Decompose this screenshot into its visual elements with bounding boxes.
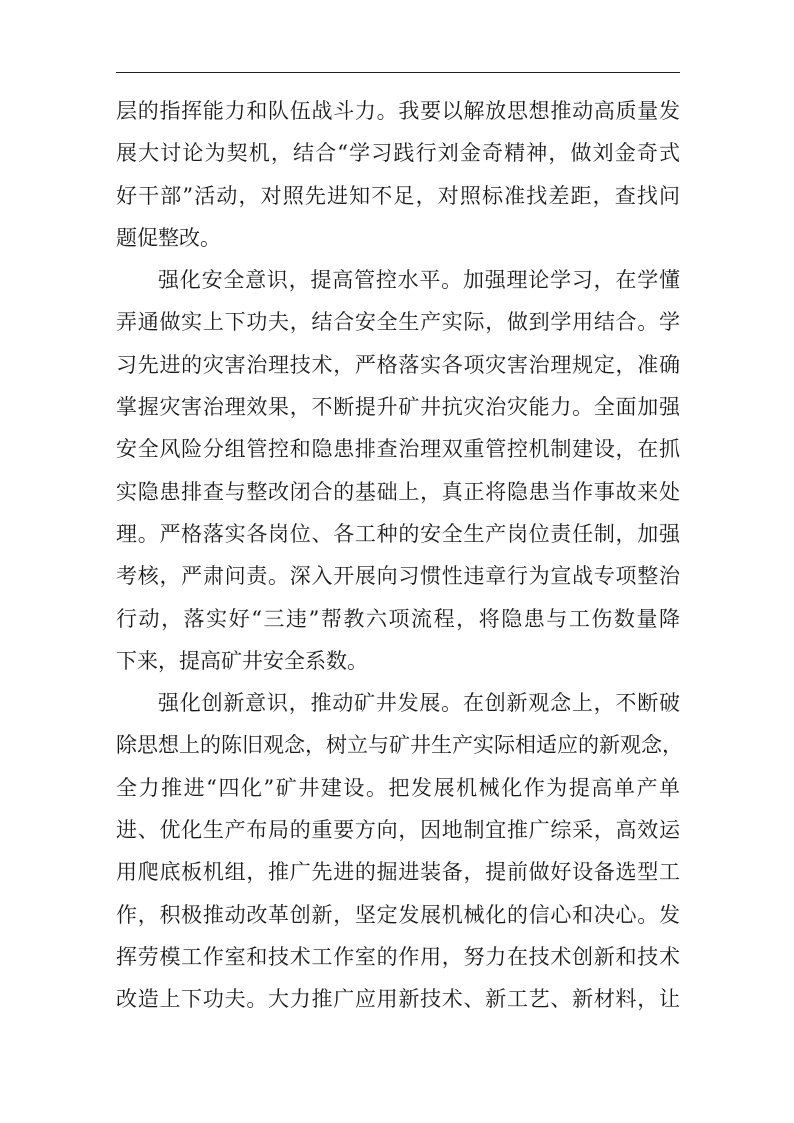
text-line: 进、优化生产布局的重要方向，因地制宜推广综采，高效运 <box>116 818 680 843</box>
text-line: 理。严格落实各岗位、各工种的安全生产岗位责任制，加强 <box>116 521 680 546</box>
text-line: 挥劳模工作室和技术工作室的作用，努力在技术创新和技术 <box>116 944 680 969</box>
text-line: 弄通做实上下功夫，结合安全生产实际，做到学用结合。学 <box>116 310 680 335</box>
text-line: 强化创新意识，推动矿井发展。在创新观念上，不断破 <box>158 691 680 716</box>
body-text <box>116 90 683 1021</box>
text-line: 展大讨论为契机，结合“学习践行刘金奇精神，做刘金奇式 <box>116 141 680 166</box>
text-line: 全力推进“四化”矿井建设。把发展机械化作为提高单产单 <box>116 775 680 800</box>
text-line: 用爬底板机组，推广先进的掘进装备，提前做好设备选型工 <box>116 860 680 885</box>
text-line: 实隐患排查与整改闭合的基础上，真正将隐患当作事故来处 <box>116 479 680 504</box>
text-line: 改造上下功夫。大力推广应用新技术、新工艺、新材料，让 <box>116 987 680 1012</box>
text-line: 考核，严肃问责。深入开展向习惯性违章行为宣战专项整治 <box>116 564 680 589</box>
text-line: 下来，提高矿井安全系数。 <box>116 648 368 673</box>
text-line: 行动，落实好“三违”帮教六项流程，将隐患与工伤数量降 <box>116 606 680 631</box>
text-line: 题促整改。 <box>116 225 221 250</box>
text-line: 除思想上的陈旧观念，树立与矿井生产实际相适应的新观念， <box>116 733 683 758</box>
text-line: 强化安全意识，提高管控水平。加强理论学习，在学懂 <box>158 268 680 293</box>
text-line: 层的指挥能力和队伍战斗力。我要以解放思想推动高质量发 <box>116 99 680 123</box>
text-line: 作，积极推动改革创新，坚定发展机械化的信心和决心。发 <box>116 902 680 927</box>
text-line: 安全风险分组管控和隐患排查治理双重管控机制建设，在抓 <box>116 437 680 462</box>
text-line: 习先进的灾害治理技术，严格落实各项灾害治理规定，准确 <box>116 352 680 377</box>
text-line: 掌握灾害治理效果，不断提升矿井抗灾治灾能力。全面加强 <box>116 395 680 420</box>
header-rule <box>116 72 680 73</box>
text-line: 好干部”活动，对照先进知不足，对照标准找差距，查找问 <box>116 183 680 208</box>
